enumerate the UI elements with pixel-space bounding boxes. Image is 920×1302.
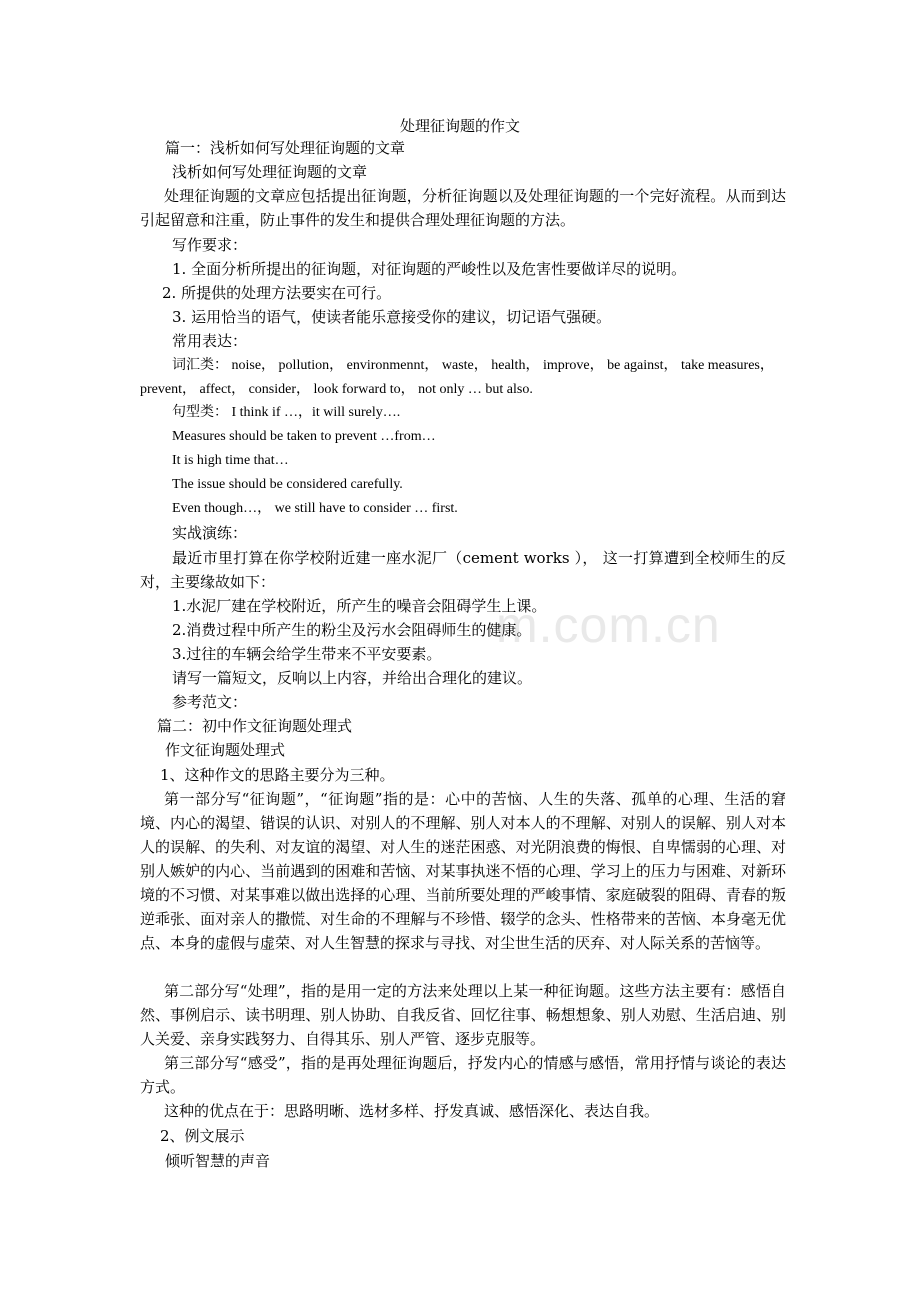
part2-heading: 篇二：初中作文征询题处理式 bbox=[157, 717, 353, 735]
sentence-patterns-label: 句型类： I think if …，it will surely…. bbox=[172, 405, 401, 420]
reason-3: 3.过往的车辆会给学生带来不平安要素。 bbox=[172, 645, 442, 663]
paragraph-4: 这种的优点在于：思路明晰、选材多样、抒发真诚、感悟深化、表达自我。 bbox=[164, 1102, 660, 1120]
paragraph-3: 第三部分写“感受”，指的是再处理征询题后，抒发内心的情感与感悟，常用抒情与谈论的表达方式。 bbox=[140, 1054, 786, 1096]
sentence-1: Measures should be taken to prevent …from… bbox=[172, 429, 436, 444]
sentence-3: The issue should be considered carefully. bbox=[172, 477, 403, 492]
paragraph-1: 第一部分写“征询题”，“征询题”指的是：心中的苦恼、人生的失落、孤单的心理、生活的窘境、内心的渴望、错误的认识、对别人的不理解、别人对本人的不理解、对别人的误解、别人对本人的误解、的失利、对友谊的渴望、对人生的迷茫困惑、对光阴浪费的悔恨、自卑懦弱的心理、对别人嫉妒的内心、当前遇到的困难和苦恼、对某事执迷不悟的心理、学习上的压力与困难、对新环境的不习惯、对某事难以做出选择的心理、当前所要处理的严峻事情、家庭破裂的阻碍、青春的叛逆乖张、面对亲人的撒慌、对生命的不理解与不珍惜、辍学的念头、性格带来的苦恼、本身毫无优点、本身的虚假与虚荣、对人生智慧的探求与寻找、对尘世生活的厌弃、对人际关系的苦恼等。 bbox=[140, 790, 786, 952]
reason-1: 1.水泥厂建在学校附近，所产生的噪音会阻碍学生上课。 bbox=[172, 597, 547, 615]
vocabulary-list: 词汇类： noise， pollution， environmennt， waste， health， improve， be against， take measures， prevent， affect， consider， look forward to， not only … but also. bbox=[140, 358, 774, 397]
part2-subheading: 作文征询题处理式 bbox=[165, 741, 286, 759]
page-title: 处理征询题的作文 bbox=[399, 117, 520, 135]
requirement-3: 3. 运用恰当的语气，使读者能乐意接受你的建议，切记语气强硬。 bbox=[172, 308, 612, 326]
example-title: 倾听智慧的声音 bbox=[165, 1152, 271, 1170]
requirements-label: 写作要求： bbox=[172, 236, 248, 254]
part1-heading: 篇一：浅析如何写处理征询题的文章 bbox=[165, 139, 406, 157]
paragraph-2: 第二部分写“处理”，指的是用一定的方法来处理以上某一种征询题。这些方法主要有：感悟自然、事例启示、读书明理、别人协助、自我反省、回忆往事、畅想想象、别人劝慰、生活启迪、别人关爱、亲身实践努力、自得其乐、别人严管、逐步克服等。 bbox=[140, 982, 786, 1048]
point-1: 1、这种作文的思路主要分为三种。 bbox=[160, 766, 395, 784]
requirement-1: 1. 全面分析所提出的征询题，对征询题的严峻性以及危害性要做详尽的说明。 bbox=[172, 260, 687, 278]
practice-text: 最近市里打算在你学校附近建一座水泥厂（cement works ）， 这一打算遭到全校师生的反对，主要缘故如下： bbox=[140, 549, 786, 591]
part1-intro: 处理征询题的文章应包括提出征询题，分析征询题以及处理征询题的一个完好流程。从而到达引起留意和注重，防止事件的发生和提供合理处理征询题的方法。 bbox=[140, 187, 786, 229]
practice-label: 实战演练： bbox=[172, 524, 248, 542]
point-2: 2、例文展示 bbox=[160, 1127, 245, 1145]
sample-label: 参考范文： bbox=[172, 693, 248, 711]
sentence-4: Even though…， we still have to consider … first. bbox=[172, 501, 458, 516]
part1-subheading: 浅析如何写处理征询题的文章 bbox=[172, 163, 368, 181]
reason-2: 2.消费过程中所产生的粉尘及污水会阻碍师生的健康。 bbox=[172, 621, 532, 639]
task-text: 请写一篇短文，反响以上内容，并给出合理化的建议。 bbox=[172, 669, 533, 687]
requirement-2: 2. 所提供的处理方法要实在可行。 bbox=[162, 284, 392, 302]
expressions-label: 常用表达： bbox=[172, 332, 248, 350]
sentence-2: It is high time that… bbox=[172, 453, 289, 468]
watermark: m.com.cn bbox=[496, 597, 721, 653]
